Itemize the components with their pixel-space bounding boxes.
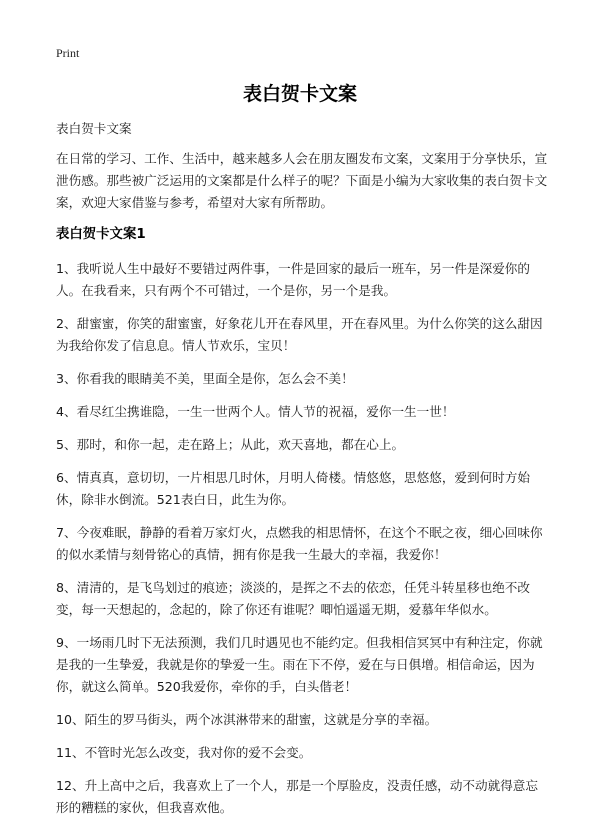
list-item: 9、一场雨几时下无法预测，我们几时遇见也不能约定。但我相信冥冥中有种注定，你就是我的一生挚爱，我就是你的挚爱一生。雨在下不停，爱在与日俱增。相信命运，因为你，就这么简单。520我爱你，牵你的手，白头偕老！ [56,635,543,694]
list-item: 3、你看我的眼睛美不美，里面全是你，怎么会不美！ [56,371,354,386]
item-list [56,258,550,819]
doc-subtitle: 表白贺卡文案 [56,121,132,136]
section-heading: 表白贺卡文案1 [56,227,146,242]
list-item: 10、陌生的罗马街头，两个冰淇淋带来的甜蜜，这就是分享的幸福。 [56,712,438,727]
list-item: 1、我听说人生中最好不要错过两件事，一件是回家的最后一班车，另一件是深爱你的人。在我看来，只有两个不可错过，一个是你，另一个是我。 [56,261,530,298]
list-item: 6、情真真，意切切，一片相思几时休，月明人倚楼。情悠悠，思悠悠，爱到何时方始休，除非水倒流。521表白日，此生为你。 [56,470,530,507]
page-title: 表白贺卡文案 [242,83,357,105]
list-item: 8、清清的，是飞鸟划过的痕迹；淡淡的，是挥之不去的依恋，任凭斗转星移也绝不改变，每一天想起的，念起的，除了你还有谁呢？唧怕遥遥无期，爱慕年华似水。 [56,580,530,617]
list-item: 5、那时，和你一起，走在路上；从此，欢天喜地，都在心上。 [56,437,405,452]
intro-paragraph: 在日常的学习、工作、生活中，越来越多人会在朋友圈发布文案，文案用于分享快乐，宣泄伤感。那些被广泛运用的文案都是什么样子的呢？下面是小编为大家收集的表白贺卡文案，欢迎大家借鉴与参考，希望对大家有所帮助。 [56,151,548,210]
print-link[interactable]: Print [56,46,80,60]
document-body [56,118,550,830]
list-item: 7、今夜难眠，静静的看着万家灯火，点燃我的相思情怀，在这个不眠之夜，细心回味你的似水柔情与刻骨铭心的真情，拥有你是我一生最大的幸福，我爱你！ [56,525,543,562]
list-item: 12、升上高中之后，我喜欢上了一个人，那是一个厚脸皮，没责任感，动不动就得意忘形的糟糕的家伙，但我喜欢他。 [56,778,538,815]
list-item: 11、不管时光怎么改变，我对你的爱不会变。 [56,745,312,760]
list-item: 2、甜蜜蜜，你笑的甜蜜蜜，好象花儿开在春风里，开在春风里。为什么你笑的这么甜因为我给你发了信息息。情人节欢乐，宝贝！ [56,316,543,353]
list-item: 4、看尽红尘携谁隐，一生一世两个人。情人节的祝福，爱你一生一世！ [56,404,455,419]
